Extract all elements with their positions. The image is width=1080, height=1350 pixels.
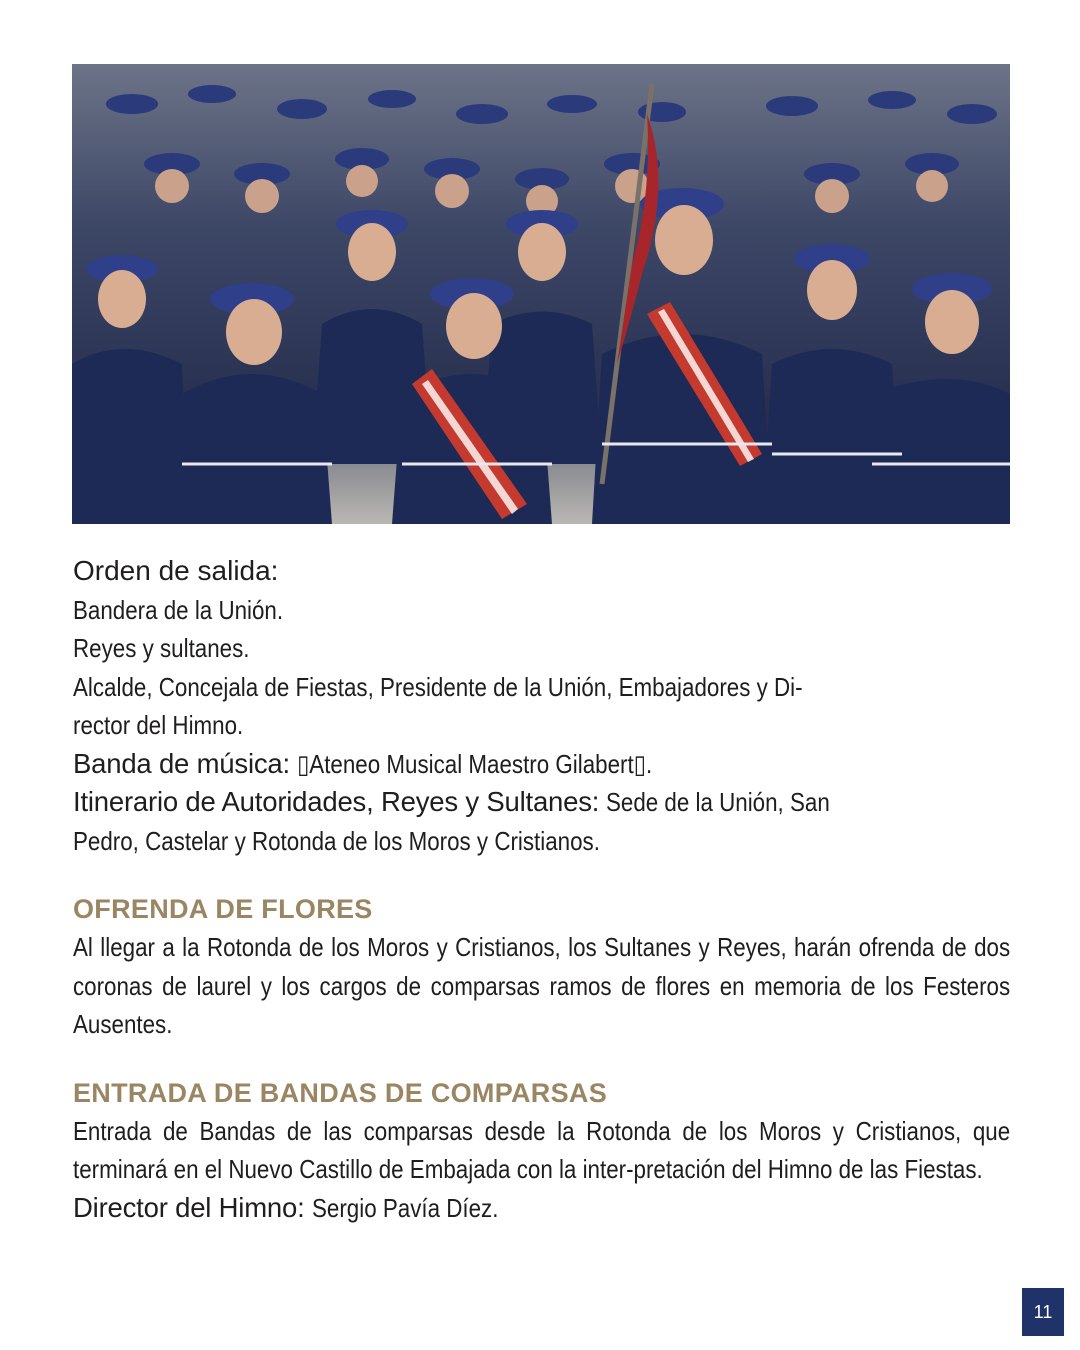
- itinerario-value: Sede de la Unión, San: [606, 787, 831, 817]
- director-value: Sergio Pavía Díez.: [311, 1192, 499, 1223]
- itinerario-value-cont: Pedro, Castelar y Rotonda de los Moros y Cristianos.: [73, 825, 600, 856]
- parade-photo-icon: [72, 64, 1010, 524]
- itinerario-line: [73, 783, 1010, 822]
- orden-item: Bandera de la Unión.: [73, 594, 284, 625]
- page-number-badge: 11: [1022, 1288, 1064, 1336]
- orden-heading-label: Orden de salida:: [73, 555, 279, 586]
- ofrenda-text: Al llegar a la Rotonda de los Moros y Cristianos, los Sultanes y Reyes, harán ofrenda de dos coronas de laurel y los cargos de comparsas ramos de flores en memoria de los Festeros Ausentes.: [73, 932, 1011, 1039]
- program-text: [73, 552, 1010, 1227]
- orden-item: rector del Himno.: [73, 710, 244, 740]
- ofrenda-heading: OFRENDA DE FLORES: [73, 894, 373, 924]
- entrada-heading: ENTRADA DE BANDAS DE COMPARSAS: [73, 1077, 608, 1108]
- itinerario-label: Itinerario de Autoridades, Reyes y Sultanes:: [73, 786, 600, 817]
- banda-value: ▯Ateneo Musical Maestro Gilabert▯.: [297, 748, 653, 779]
- orden-heading: [73, 552, 1010, 591]
- orden-item: Alcalde, Concejala de Fiestas, Presidente de la Unión, Embajadores y Di-: [73, 671, 803, 702]
- entrada-text: Entrada de Bandas de las comparsas desde la Rotonda de los Moros y Cristianos, que terminará en el Nuevo Castillo de Embajada con la inter-pretación del Himno de las Fiestas.: [73, 1115, 1011, 1184]
- orden-item: Reyes y sultanes.: [73, 633, 250, 663]
- banda-label: Banda de música:: [73, 747, 290, 779]
- banda-line: [73, 745, 1010, 784]
- director-label: Director del Himno:: [73, 1191, 305, 1223]
- parade-photo: [72, 64, 1010, 524]
- director-line: [73, 1189, 1010, 1228]
